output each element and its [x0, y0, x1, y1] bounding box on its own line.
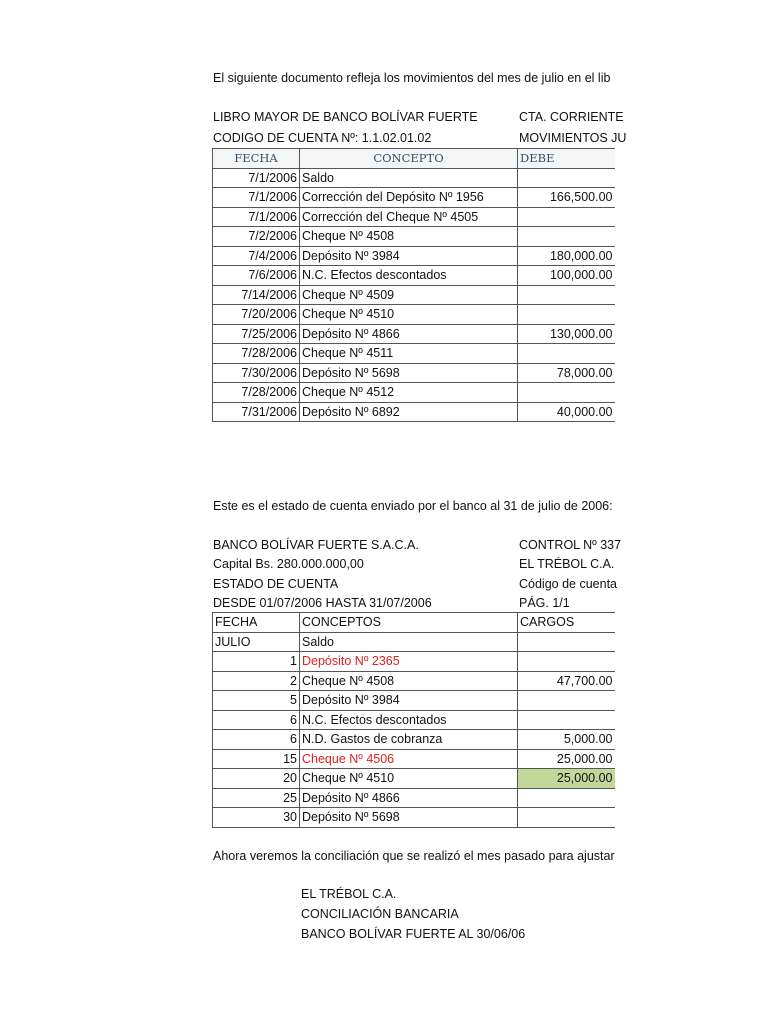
statement-row — [213, 730, 615, 750]
statement-day-cell: 30 — [213, 808, 300, 828]
statement-header-row — [213, 613, 615, 633]
statement-row — [213, 749, 615, 769]
ledger-row — [213, 285, 615, 305]
statement-concept-cell: Cheque Nº 4510 — [300, 769, 518, 789]
ledger-account-code: CODIGO DE CUENTA Nº: 1.1.02.01.02 — [213, 131, 432, 145]
ledger-row — [213, 383, 615, 403]
ledger-debit-cell — [518, 305, 615, 325]
ledger-title: LIBRO MAYOR DE BANCO BOLÍVAR FUERTE — [213, 110, 478, 124]
statement-concept-cell: Cheque Nº 4506 — [300, 749, 518, 769]
statement-cargo-cell: 47,700.00 — [518, 671, 615, 691]
statement-header-cargos: CARGOS — [518, 613, 615, 633]
ledger-row — [213, 324, 615, 344]
statement-row — [213, 710, 615, 730]
ledger-date-cell: 7/20/2006 — [213, 305, 300, 325]
ledger-debit-cell — [518, 285, 615, 305]
ledger-header-concepto: CONCEPTO — [300, 149, 518, 169]
ledger-concept-cell: Corrección del Cheque Nº 4505 — [300, 207, 518, 227]
ledger-debit-cell — [518, 227, 615, 247]
ledger-row — [213, 207, 615, 227]
statement-cargo-cell — [518, 652, 615, 672]
ledger-debit-cell: 100,000.00 — [518, 266, 615, 286]
ledger-concept-cell: Cheque Nº 4509 — [300, 285, 518, 305]
statement-concept-cell: Depósito Nº 4866 — [300, 788, 518, 808]
conciliation-title: CONCILIACIÓN BANCARIA — [301, 907, 459, 921]
statement-opening-concept: Saldo — [300, 632, 518, 652]
conciliation-bank-date: BANCO BOLÍVAR FUERTE AL 30/06/06 — [301, 927, 526, 941]
ledger-concept-cell: Cheque Nº 4511 — [300, 344, 518, 364]
intro-text-ledger: El siguiente documento refleja los movimientos del mes de julio en el lib — [213, 71, 611, 85]
intro-text-statement: Este es el estado de cuenta enviado por el banco al 31 de julio de 2006: — [213, 499, 613, 513]
statement-table — [212, 612, 615, 828]
ledger-date-cell: 7/30/2006 — [213, 363, 300, 383]
ledger-row — [213, 344, 615, 364]
ledger-date-cell: 7/6/2006 — [213, 266, 300, 286]
ledger-debit-cell: 78,000.00 — [518, 363, 615, 383]
statement-header-fecha: FECHA — [213, 613, 300, 633]
statement-cargo-cell — [518, 788, 615, 808]
ledger-row — [213, 188, 615, 208]
page-number: PÁG. 1/1 — [519, 596, 570, 610]
ledger-movements-label: MOVIMIENTOS JU — [519, 131, 627, 145]
ledger-debit-cell: 130,000.00 — [518, 324, 615, 344]
statement-concept-cell: Cheque Nº 4508 — [300, 671, 518, 691]
statement-concept-cell: N.C. Efectos descontados — [300, 710, 518, 730]
statement-cargo-cell: 25,000.00 — [518, 769, 615, 789]
ledger-row — [213, 246, 615, 266]
statement-day-cell: 15 — [213, 749, 300, 769]
statement-row — [213, 671, 615, 691]
intro-text-conciliation: Ahora veremos la conciliación que se realizó el mes pasado para ajustar — [213, 849, 615, 863]
statement-row — [213, 769, 615, 789]
ledger-date-cell: 7/1/2006 — [213, 207, 300, 227]
ledger-concept-cell: Saldo — [300, 168, 518, 188]
statement-cargo-cell — [518, 808, 615, 828]
statement-concept-cell: Depósito Nº 2365 — [300, 652, 518, 672]
ledger-concept-cell: Cheque Nº 4512 — [300, 383, 518, 403]
client-company: EL TRÉBOL C.A. — [519, 557, 615, 571]
ledger-date-cell: 7/1/2006 — [213, 188, 300, 208]
statement-period: DESDE 01/07/2006 HASTA 31/07/2006 — [213, 596, 432, 610]
ledger-concept-cell: N.C. Efectos descontados — [300, 266, 518, 286]
statement-month-row — [213, 632, 615, 652]
statement-header-conceptos: CONCEPTOS — [300, 613, 518, 633]
ledger-header-row — [213, 149, 615, 169]
statement-day-cell: 6 — [213, 710, 300, 730]
statement-month: JULIO — [213, 632, 300, 652]
ledger-row — [213, 168, 615, 188]
ledger-date-cell: 7/25/2006 — [213, 324, 300, 344]
ledger-debit-cell: 166,500.00 — [518, 188, 615, 208]
ledger-date-cell: 7/4/2006 — [213, 246, 300, 266]
ledger-debit-cell: 40,000.00 — [518, 402, 615, 422]
ledger-header-debe: DEBE — [518, 149, 615, 169]
statement-cargo-cell — [518, 710, 615, 730]
ledger-table — [212, 148, 615, 422]
ledger-row — [213, 363, 615, 383]
statement-title: ESTADO DE CUENTA — [213, 577, 339, 591]
ledger-concept-cell: Depósito Nº 6892 — [300, 402, 518, 422]
statement-day-cell: 1 — [213, 652, 300, 672]
statement-concept-cell: N.D. Gastos de cobranza — [300, 730, 518, 750]
ledger-row — [213, 227, 615, 247]
ledger-row — [213, 305, 615, 325]
bank-name: BANCO BOLÍVAR FUERTE S.A.C.A. — [213, 538, 419, 552]
ledger-date-cell: 7/14/2006 — [213, 285, 300, 305]
ledger-debit-cell — [518, 344, 615, 364]
ledger-concept-cell: Corrección del Depósito Nº 1956 — [300, 188, 518, 208]
ledger-debit-cell — [518, 168, 615, 188]
ledger-date-cell: 7/28/2006 — [213, 344, 300, 364]
statement-day-cell: 20 — [213, 769, 300, 789]
ledger-debit-cell: 180,000.00 — [518, 246, 615, 266]
statement-concept-cell: Depósito Nº 3984 — [300, 691, 518, 711]
conciliation-company: EL TRÉBOL C.A. — [301, 887, 397, 901]
ledger-concept-cell: Depósito Nº 3984 — [300, 246, 518, 266]
ledger-header-fecha: FECHA — [213, 149, 300, 169]
bank-capital: Capital Bs. 280.000.000,00 — [213, 557, 364, 571]
statement-row — [213, 652, 615, 672]
ledger-debit-cell — [518, 383, 615, 403]
ledger-date-cell: 7/2/2006 — [213, 227, 300, 247]
statement-cargo-cell: 5,000.00 — [518, 730, 615, 750]
control-number: CONTROL Nº 337 — [519, 538, 622, 552]
statement-row — [213, 691, 615, 711]
statement-concept-cell: Depósito Nº 5698 — [300, 808, 518, 828]
ledger-date-cell: 7/31/2006 — [213, 402, 300, 422]
statement-cargo-cell: 25,000.00 — [518, 749, 615, 769]
ledger-concept-cell: Depósito Nº 5698 — [300, 363, 518, 383]
statement-day-cell: 5 — [213, 691, 300, 711]
ledger-row — [213, 266, 615, 286]
statement-opening-cargo — [518, 632, 615, 652]
statement-row — [213, 788, 615, 808]
ledger-date-cell: 7/1/2006 — [213, 168, 300, 188]
account-code-label: Código de cuenta — [519, 577, 617, 591]
statement-day-cell: 2 — [213, 671, 300, 691]
statement-day-cell: 25 — [213, 788, 300, 808]
ledger-concept-cell: Depósito Nº 4866 — [300, 324, 518, 344]
statement-cargo-cell — [518, 691, 615, 711]
ledger-date-cell: 7/28/2006 — [213, 383, 300, 403]
statement-day-cell: 6 — [213, 730, 300, 750]
ledger-concept-cell: Cheque Nº 4510 — [300, 305, 518, 325]
ledger-concept-cell: Cheque Nº 4508 — [300, 227, 518, 247]
ledger-debit-cell — [518, 207, 615, 227]
ledger-row — [213, 402, 615, 422]
ledger-account-type: CTA. CORRIENTE — [519, 110, 624, 124]
statement-row — [213, 808, 615, 828]
